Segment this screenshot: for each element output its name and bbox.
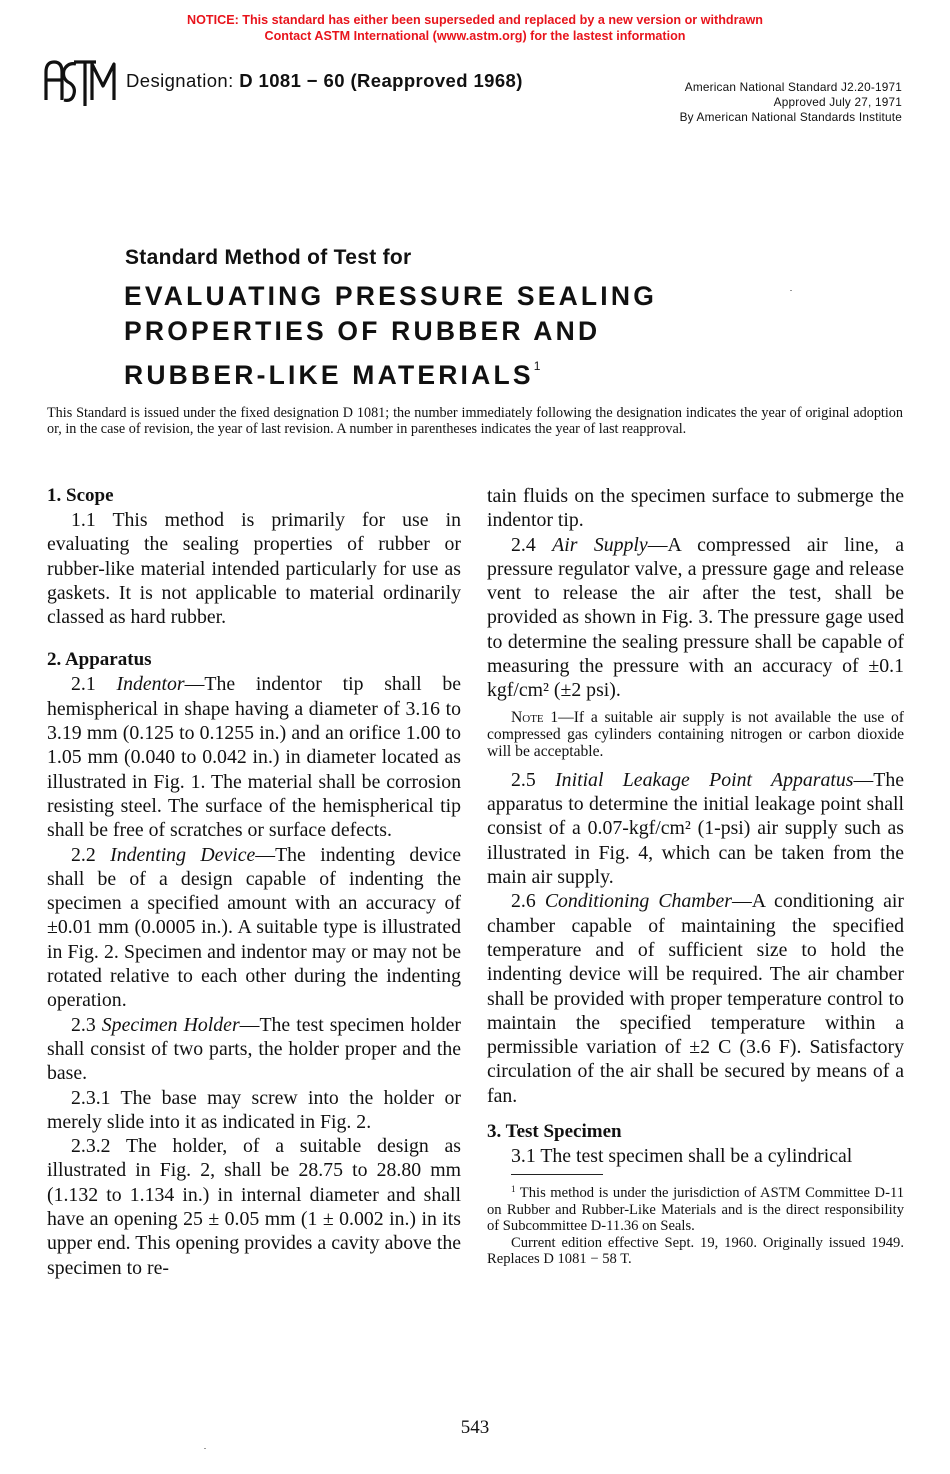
paragraph-2-1: 2.1 Indentor—The indentor tip shall be hemispherical in shape having a diameter of 3.16 to 3.19 mm (0.125 to 0.1255 in.) and an orifice 1.00 to 1.05 mm (0.040 to 0.042 in.) in diameter located as illustrated in Fig. 1. The material shall be corrosion resisting steel. The surface of the hemispherical tip shall be free of scratches or surface defects.: [47, 673, 462, 842]
title-line-2: PROPERTIES OF RUBBER AND: [124, 316, 601, 346]
paragraph-2-3: 2.3 Specimen Holder—The test specimen holder shall consist of two parts, the holder proper and the base.: [47, 1013, 462, 1085]
designation-value: D 1081 − 60 (Reapproved 1968): [239, 70, 523, 91]
footnote-divider: [511, 1174, 603, 1175]
paragraph-2-2: 2.2 Indenting Device—The indenting device shall be of a design capable of indenting the specimen a specified amount with an accuracy of ±0.01 mm (0.0005 in.). A suitable type is illustrated in Fig. 2. Specimen and indentor may or may not be rotated relative to each other during the indenting operation.: [47, 843, 461, 1012]
note-1: Note 1—If a suitable air supply is not available the use of compressed gas cylinders containing nitrogen or carbon dioxide will be acceptable.: [487, 708, 904, 761]
ans-line-1: American National Standard J2.20-1971: [684, 80, 902, 94]
title-prefix: Standard Method of Test for: [125, 246, 412, 269]
title-line-1: EVALUATING PRESSURE SEALING: [124, 281, 658, 311]
title-footnote-mark: 1: [533, 359, 541, 373]
notice-line-2: Contact ASTM International (www.astm.org) for the lastest information: [264, 29, 686, 43]
term-conditioning-chamber: Conditioning Chamber: [544, 890, 732, 913]
title-line-3: RUBBER-LIKE MATERIALS$^1$: [124, 359, 541, 390]
term-initial-leakage-point: Initial Leakage Point Apparatus: [555, 768, 854, 791]
term-specimen-holder: Specimen Holder: [101, 1013, 240, 1036]
paragraph-2-6: 2.6 Conditioning Chamber—A conditioning air chamber capable of maintaining the specified temperature and of sufficient size to hold the indenting device will be required. The air chamber shall be provided with proper temperature control to maintain the specified temperature within a permissible variation of ±2 C (3.6 F). Satisfactory circulation of the air shall be secured by means of a fan.: [487, 890, 904, 1107]
scan-speck: [790, 290, 792, 291]
section-heading-test-specimen: 3. Test Specimen: [487, 1121, 622, 1143]
supersession-notice: [0, 12, 950, 44]
note-label: Note 1: [511, 708, 559, 726]
paragraph-2-3-2: 2.3.2 The holder, of a suitable design as illustrated in Fig. 2, shall be 28.75 to 28.80 mm (1.132 to 1.134 in.) in internal diameter and shall have an opening 25 ± 0.05 mm (1 ± 0.002 in.) in its upper end. This opening provides a cavity above the specimen to re-: [47, 1135, 461, 1279]
paragraph-3-1: 3.1 The test specimen shall be a cylindrical: [511, 1145, 853, 1168]
paragraph-2-5: 2.5 Initial Leakage Point Apparatus—The apparatus to determine the initial leakage point shall consist of a 0.07-kgf/cm² (1-psi) air supply such as illustrated in Fig. 4, which can be taken from the main air supply.: [487, 768, 904, 889]
american-national-standard-block: [680, 80, 902, 125]
footnote-edition: Current edition effective Sept. 19, 1960. Originally issued 1949. Replaces D 1081 − 58 T.: [487, 1234, 904, 1267]
footnote-1: $^1$ This method is under the jurisdiction of ASTM Committee D-11 on Rubber and Rubber-Like Materials and is the direct responsibility of Subcommittee D-11.36 on Seals.: [487, 1184, 904, 1235]
section-heading-scope: 1. Scope: [47, 485, 114, 506]
right-column: [487, 484, 904, 1267]
document-title: [124, 279, 657, 393]
notice-line-1: NOTICE: This standard has either been superseded and replaced by a new version or withdrawn: [187, 13, 763, 27]
footnotes: [487, 1181, 904, 1267]
section-heading-apparatus: 2. Apparatus: [47, 649, 152, 671]
ans-line-3: By American National Standards Institute: [679, 110, 902, 124]
ans-line-2: Approved July 27, 1971: [773, 95, 902, 109]
paragraph-1-1: 1.1 This method is primarily for use in evaluating the sealing properties of rubber or rubber-like material intended particularly for use as gaskets. It is not applicable to material ordinarily classed as hard rubber.: [47, 509, 461, 629]
designation-label: Designation:: [126, 70, 234, 91]
paragraph-2-3-2-continued: tain fluids on the specimen surface to submerge the indentor tip.: [487, 485, 904, 532]
issuance-note: This Standard is issued under the fixed designation D 1081; the number immediately following the designation indicates the year of original adoption or, in the case of revision, the year of last revision. A number in parentheses indicates the year of last reapproval.: [47, 405, 903, 438]
scan-speck: [204, 1448, 206, 1449]
paragraph-2-4: 2.4 Air Supply—A compressed air line, a pressure regulator valve, a pressure gage and release vent to release the air after the test, shall be provided as shown in Fig. 3. The pressure gage used to determine the sealing pressure shall be capable of measuring the pressure with an accuracy of ±0.1 kgf/cm² (±2 psi).: [487, 533, 904, 702]
footnote-1-mark: 1: [511, 1184, 516, 1195]
designation: [126, 70, 523, 92]
page-number: 543: [460, 1417, 490, 1438]
term-indenting-device: Indenting Device: [110, 843, 256, 866]
term-air-supply: Air Supply: [552, 533, 648, 556]
astm-logo: [40, 56, 126, 110]
term-indentor: Indentor: [116, 673, 185, 696]
paragraph-2-3-1: 2.3.1 The base may screw into the holder or merely slide into it as indicated in Fig. 2.: [47, 1086, 461, 1133]
left-column: [47, 484, 461, 1280]
